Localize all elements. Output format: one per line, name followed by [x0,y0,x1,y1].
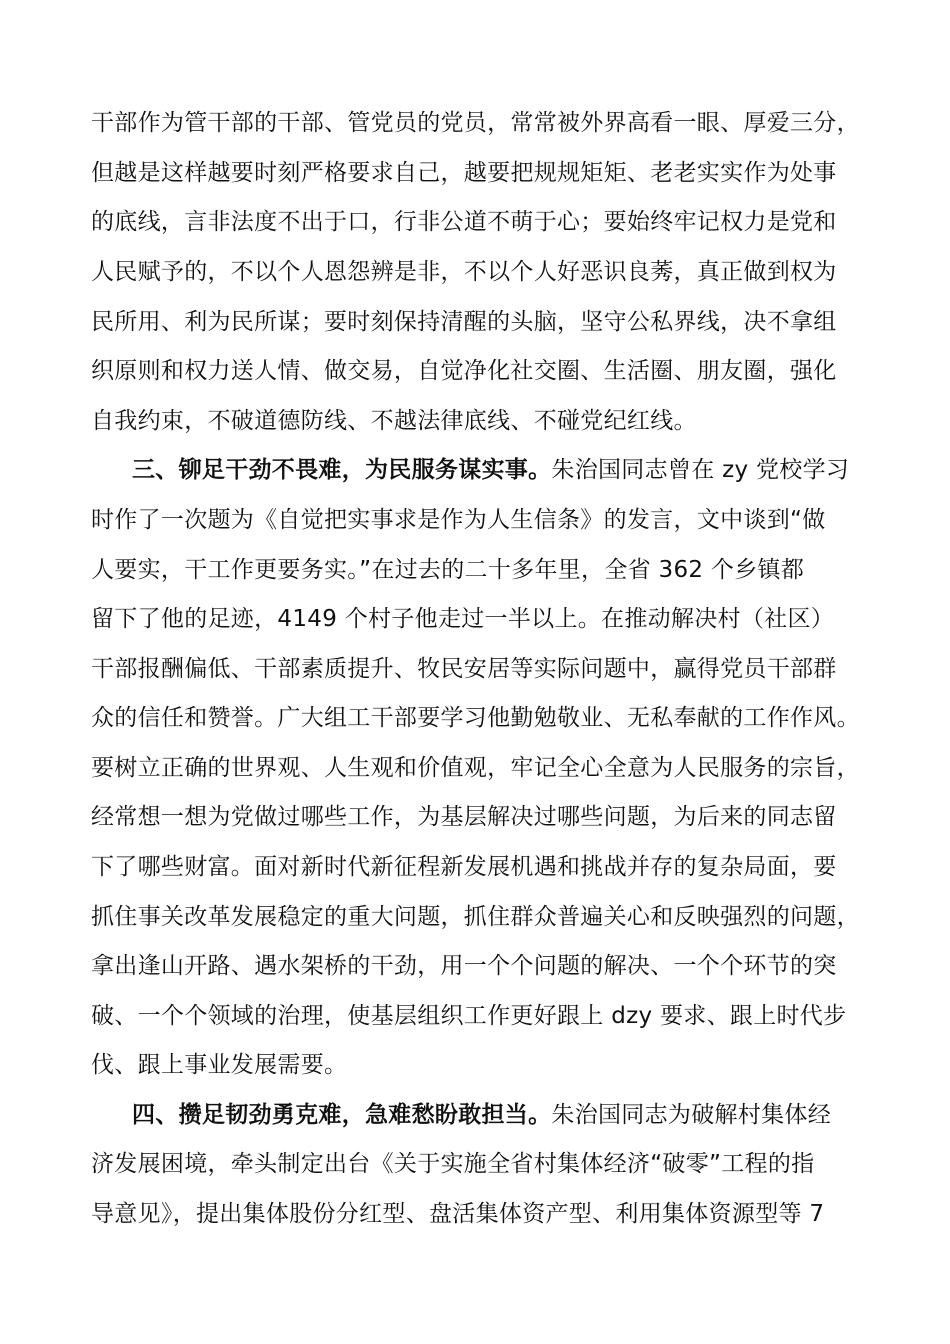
text-line: 下了哪些财富。面对新时代新征程新发展机遇和挑战并存的复杂局面，要 [91,854,837,880]
text-line: 抓住事关改革发展稳定的重大问题，抓住群众普遍关心和反映强烈的问题， [91,904,860,930]
section-4-first-line [132,1099,912,1131]
text-line: 民所用、利为民所谋；要时刻保持清醒的头脑，坚守公私界线，决不拿组 [91,309,837,335]
text-line: 干部报酬偏低、干部素质提升、牧民安居等实际问题中，赢得党员干部群 [91,656,837,682]
text-line: 织原则和权力送人情、做交易，自觉净化社交圈、生活圈、朋友圈，强化 [91,358,837,384]
text-line: 伐、跟上事业发展需要。 [91,1052,348,1078]
text-line: 导意见》，提出集体股份分红型、盘活集体资产型、利用集体资源型等 7 [91,1201,825,1227]
text-line: 但越是这样越要时刻严格要求自己，越要把规规矩矩、老老实实作为处事 [91,160,837,186]
text-line: 拿出逢山开路、遇水架桥的干劲，用一个个问题的解决、一个个环节的突 [91,953,837,979]
section-4-first-line-text: 朱治国同志为破解村集体经 [551,1102,832,1128]
text-line: 破、一个个领域的治理，使基层组织工作更好跟上 dzy 要求、跟上时代步 [91,1003,847,1029]
text-line: 留下了他的足迹，4149 个村子他走过一半以上。在推动解决村（社区） [91,606,835,632]
text-line: 自我约束，不破道德防线、不越法律底线、不碰党纪红线。 [91,408,697,434]
text-line: 人要实，干工作更要务实。”在过去的二十多年里，全省 362 个乡镇都 [91,557,805,583]
text-line: 干部作为管干部的干部、管党员的党员，常常被外界高看一眼、厚爱三分， [91,110,860,136]
text-line: 经常想一想为党做过哪些工作，为基层解决过哪些问题，为后来的同志留 [91,804,837,830]
text-line: 济发展困境，牵头制定出台《关于实施全省村集体经济“破零”工程的指 [91,1151,815,1177]
text-line: 时作了一次题为《自觉把实事求是作为人生信条》的发言，文中谈到“做 [91,507,826,533]
section-3-first-line-text: 朱治国同志曾在 zy 党校学习 [551,457,850,483]
section-4-heading: 四、攒足韧劲勇克难，急难愁盼敢担当。 [132,1102,552,1128]
section-3-first-line [132,454,912,486]
text-line: 的底线，言非法度不出于口，行非公道不萌于心；要始终牢记权力是党和 [91,209,837,235]
section-3-heading: 三、铆足干劲不畏难，为民服务谋实事。 [132,457,552,483]
text-line: 众的信任和赞誉。广大组工干部要学习他勤勉敬业、无私奉献的工作作风。 [91,705,860,731]
text-line: 要树立正确的世界观、人生观和价值观，牢记全心全意为人民服务的宗旨， [91,755,860,781]
text-line: 人民赋予的，不以个人恩怨辨是非，不以个人好恶识良莠，真正做到权为 [91,259,837,285]
